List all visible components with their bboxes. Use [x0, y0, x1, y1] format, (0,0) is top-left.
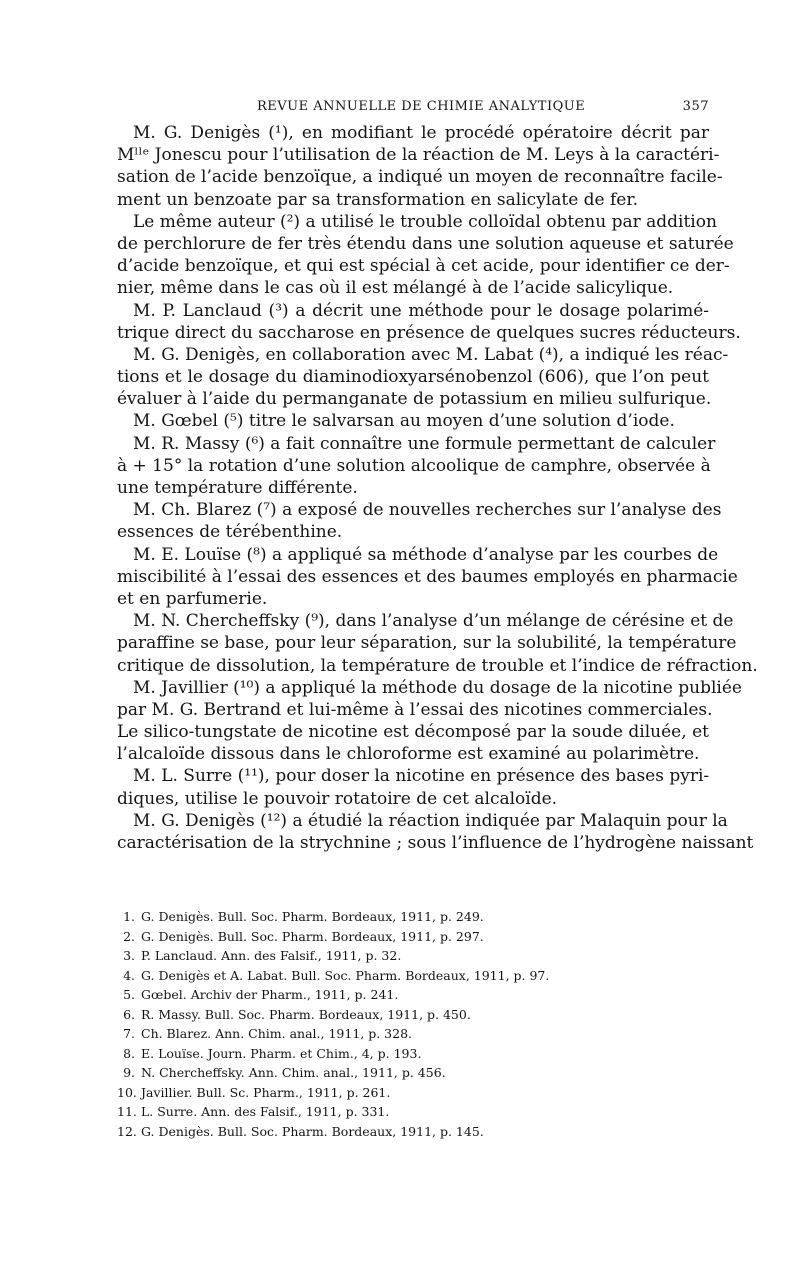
text-line: d’acide benzoïque, et qui est spécial à cet acide, pour identifier ce der-	[117, 256, 730, 277]
footnote-number: 8.	[123, 1045, 135, 1061]
footnote-number: 3.	[123, 948, 135, 963]
text-line: M. R. Massy (⁶) a fait connaître une formule permettant de calculer	[133, 433, 716, 454]
footnote-text: G. Denigès. Bull. Soc. Pharm. Bordeaux, 1911, p. 297.	[141, 928, 484, 944]
footnote-text: N. Chercheffsky. Ann. Chim. anal., 1911, p. 456.	[141, 1065, 446, 1080]
text-line: M. P. Lanclaud (³) a décrit une méthode pour le dosage polarimé-	[133, 300, 709, 321]
footnote	[117, 927, 717, 947]
text-line: par M. G. Bertrand et lui-même à l’essai des nicotines commerciales.	[117, 699, 713, 720]
text-line: Mˡˡᵉ Jonescu pour l’utilisation de la réaction de M. Leys à la caractéri-	[117, 145, 720, 166]
body-text	[117, 122, 758, 854]
footnote-text: L. Surre. Ann. des Falsif., 1911, p. 331.	[141, 1104, 390, 1119]
footnote	[117, 1122, 717, 1142]
text-line: M. L. Surre (¹¹), pour doser la nicotine en présence des bases pyri-	[133, 766, 710, 787]
footnote-text: R. Massy. Bull. Soc. Pharm. Bordeaux, 1911, p. 450.	[141, 1006, 471, 1022]
text-line: diques, utilise le pouvoir rotatoire de cet alcaloïde.	[117, 788, 558, 809]
footnote-text: P. Lanclaud. Ann. des Falsif., 1911, p. 32.	[141, 948, 402, 963]
footnote-number: 9.	[123, 1065, 135, 1080]
text-line: ment un benzoate par sa transformation en salicylate de fer.	[117, 189, 639, 210]
running-head	[117, 99, 709, 117]
text-line: M. G. Denigès, en collaboration avec M. Labat (⁴), a indiqué les réac-	[133, 344, 729, 365]
text-line: paraffine se base, pour leur séparation, sur la solubilité, la température	[117, 633, 737, 654]
text-line: à + 15° la rotation d’une solution alcoolique de camphre, observée à	[117, 455, 711, 476]
text-line: tions et le dosage du diaminodioxyarsénobenzol (606), que l’on peut	[117, 367, 709, 388]
text-line: Le même auteur (²) a utilisé le trouble colloïdal obtenu par addition	[133, 211, 717, 232]
footnote-number: 10.	[117, 1084, 137, 1100]
footnote-text: E. Louïse. Journ. Pharm. et Chim., 4, p. 193.	[141, 1045, 422, 1061]
footnote	[117, 946, 717, 966]
footnote-text: Ch. Blarez. Ann. Chim. anal., 1911, p. 328.	[141, 1026, 413, 1041]
footnote	[117, 1005, 717, 1025]
text-line: M. E. Louïse (⁸) a appliqué sa méthode d’analyse par les courbes de	[133, 544, 719, 565]
footnote-number: 12.	[117, 1123, 137, 1139]
footnote	[117, 1083, 717, 1103]
footnote-number: 4.	[123, 967, 135, 983]
footnote-text: Gœbel. Archiv der Pharm., 1911, p. 241.	[141, 987, 399, 1002]
text-line: de perchlorure de fer très étendu dans une solution aqueuse et saturée	[117, 233, 734, 254]
text-line: M. G. Denigès (¹), en modifiant le procédé opératoire décrit par	[133, 123, 709, 143]
footnote-number: 7.	[123, 1026, 135, 1041]
text-line: M. N. Chercheffsky (⁹), dans l’analyse d’un mélange de cérésine et de	[133, 611, 734, 632]
text-line: M. Javillier (¹⁰) a appliqué la méthode du dosage de la nicotine publiée	[133, 677, 742, 698]
text-line: sation de l’acide benzoïque, a indiqué un moyen de reconnaître facile-	[117, 167, 723, 188]
footnote-number: 11.	[117, 1104, 137, 1119]
footnote-text: G. Denigès et A. Labat. Bull. Soc. Pharm. Bordeaux, 1911, p. 97.	[141, 967, 550, 983]
text-line: trique direct du saccharose en présence de quelques sucres réducteurs.	[117, 322, 741, 343]
footnote-text: Javillier. Bull. Sc. Pharm., 1911, p. 261.	[141, 1084, 391, 1100]
text-line: M. G. Denigès (¹²) a étudié la réaction indiquée par Malaquin pour la	[133, 810, 728, 831]
page-number: 357	[682, 99, 709, 114]
footnote-number: 5.	[123, 987, 135, 1002]
footnote	[117, 1102, 717, 1122]
footnote	[117, 966, 717, 986]
text-line: et en parfumerie.	[117, 588, 268, 609]
text-line: nier, même dans le cas où il est mélangé à de l’acide salicylique.	[117, 278, 674, 299]
footnote-text: G. Denigès. Bull. Soc. Pharm. Bordeaux, 1911, p. 249.	[141, 909, 484, 924]
text-line: M. Gœbel (⁵) titre le salvarsan au moyen d’une solution d’iode.	[133, 411, 675, 432]
text-line: M. Ch. Blarez (⁷) a exposé de nouvelles recherches sur l’analyse des	[133, 500, 722, 521]
footnotes	[117, 907, 717, 1141]
text-line: miscibilité à l’essai des essences et des baumes employés en pharmacie	[117, 566, 738, 587]
footnote	[117, 985, 717, 1005]
footnote	[117, 1044, 717, 1064]
footnote-text: G. Denigès. Bull. Soc. Pharm. Bordeaux, 1911, p. 145.	[141, 1123, 484, 1139]
footnote-number: 1.	[123, 909, 135, 924]
footnote-number: 2.	[123, 928, 135, 944]
footnote	[117, 907, 717, 927]
footnote-number: 6.	[123, 1006, 135, 1022]
text-line: essences de térébenthine.	[117, 522, 343, 543]
text-line: l’alcaloïde dissous dans le chloroforme est examiné au polarimètre.	[117, 744, 700, 765]
footnote	[117, 1024, 717, 1044]
text-line: caractérisation de la strychnine ; sous l’influence de l’hydrogène naissant	[117, 833, 754, 853]
running-title: REVUE ANNUELLE DE CHIMIE ANALYTIQUE	[257, 99, 586, 114]
text-line: évaluer à l’aide du permanganate de potassium en milieu sulfurique.	[117, 389, 712, 410]
text-line: Le silico-tungstate de nicotine est décomposé par la soude diluée, et	[117, 722, 709, 743]
text-line: critique de dissolution, la température de trouble et l’indice de réfraction.	[117, 655, 758, 676]
text-line: une température différente.	[117, 478, 358, 498]
footnote	[117, 1063, 717, 1083]
